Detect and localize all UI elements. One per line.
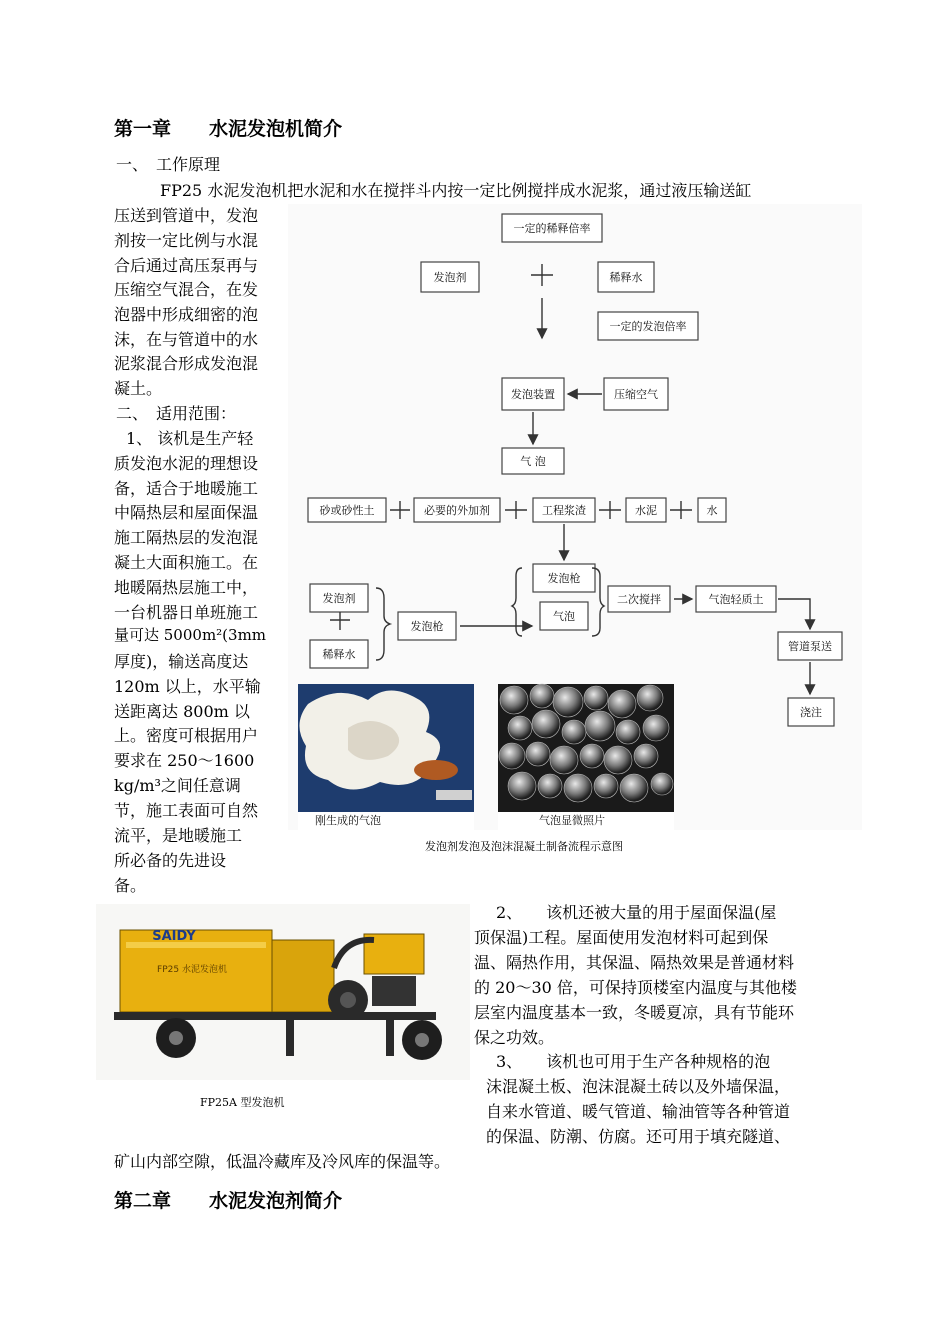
section-1-line: 泡器中形成细密的泡 [114, 305, 259, 324]
item-2-line: 温、隔热作用，其保温、隔热效果是普通材料 [474, 953, 795, 972]
item-3-line: 自来水管道、暖气管道、输油管等各种管道 [486, 1102, 791, 1121]
box-pipe-pumping: 管道泵送 [788, 640, 832, 653]
box-pouring: 浇注 [800, 706, 822, 719]
item-2-line: 2、 该机还被大量的用于屋面保温(屋 [496, 903, 777, 922]
section-1-heading: 一、 工作原理 [116, 155, 221, 174]
fresh-bubbles-photo [298, 684, 474, 830]
micro-photo [498, 684, 674, 830]
box-secondary-mix: 二次搅拌 [617, 593, 661, 606]
item-1-line: 节，施工表面可自然 [114, 801, 259, 820]
item-1-line: 中隔热层和屋面保温 [114, 503, 259, 522]
diagram-caption: 发泡剂发泡及泡沫混凝土制备流程示意图 [425, 840, 623, 853]
box-foam-gun: 发泡枪 [410, 620, 444, 633]
item-1-line: 厚度)，输送高度达 [114, 652, 249, 671]
fresh-bubbles-label: 刚生成的气泡 [315, 814, 381, 827]
box-foaming-ratio: 一定的发泡倍率 [609, 320, 687, 333]
box-compressed-air: 压缩空气 [614, 388, 658, 401]
item-1-line: kg/m³之间任意调 [114, 776, 241, 795]
item-3-line: 的保温、防潮、仿腐。还可用于填充隧道、 [486, 1127, 791, 1146]
item-2-line: 顶保温)工程。屋面使用发泡材料可起到保 [474, 928, 769, 947]
machine-photo [96, 904, 470, 1080]
box-cement: 水泥 [635, 504, 657, 517]
machine-brand: SAIDY [152, 929, 196, 944]
item-3-line: 沫混凝土板、泡沫混凝土砖以及外墙保温， [486, 1077, 791, 1096]
item-1-line: 流平，是地暖施工 [114, 826, 243, 845]
box-foaming-agent: 发泡剂 [433, 271, 467, 284]
item-2-line: 保之功效。 [474, 1028, 555, 1047]
section-1-line: 压送到管道中，发泡 [114, 206, 259, 225]
item-1-line: 120m 以上，水平输 [114, 677, 261, 696]
box-diluting-water-2: 稀释水 [322, 648, 356, 661]
item-1-line: 上。密度可根据用户 [114, 726, 259, 745]
item-1-line: 要求在 250～1600 [114, 751, 255, 770]
section-1-line: 凝土。 [114, 379, 163, 398]
section-1-line: 沫，在与管道中的水 [114, 330, 259, 349]
box-bubble-2: 气泡 [553, 610, 575, 623]
box-admixture: 必要的外加剂 [424, 504, 490, 517]
section-1-line: 合后通过高压泵再与 [114, 256, 259, 275]
box-foaming-agent-2: 发泡剂 [322, 592, 356, 605]
box-bubbles: 气 泡 [520, 455, 546, 468]
item-1-line: 送距离达 800m 以 [114, 702, 250, 721]
section-2-heading: 二、 适用范围： [116, 404, 237, 423]
item-1-line: 地暖隔热层施工中， [114, 578, 259, 597]
box-foaming-device: 发泡装置 [511, 388, 555, 401]
box-foam-gun-top: 发泡枪 [547, 572, 581, 585]
box-dilution-ratio: 一定的稀释倍率 [513, 222, 591, 235]
item-1-line: 凝土大面积施工。在 [114, 553, 259, 572]
chapter-1-title: 第一章 水泥发泡机简介 [114, 118, 343, 140]
item-1-line: 量可达 5000m²(3mm [114, 626, 267, 644]
section-1-line: FP25 水泥发泡机把水泥和水在搅拌斗内按一定比例搅拌成水泥浆，通过液压输送缸 [160, 181, 752, 200]
item-2-line: 层室内温度基本一致，冬暖夏凉，具有节能环 [474, 1003, 795, 1022]
section-1-line: 剂按一定比例与水混 [114, 231, 259, 250]
item-1-line: 所必备的先进设 [114, 851, 227, 870]
item-1-line: 施工隔热层的发泡混 [114, 528, 259, 547]
item-1-line: 备，适合于地暖施工 [114, 479, 259, 498]
box-sand: 砂或砂性土 [319, 504, 375, 517]
item-3-line: 矿山内部空隙，低温冷藏库及冷风库的保温等。 [114, 1152, 451, 1171]
item-1-line: 1、 该机是生产轻 [126, 429, 254, 448]
item-1-line: 备。 [114, 876, 147, 895]
box-diluting-water: 稀释水 [609, 271, 643, 284]
item-1-line: 质发泡水泥的理想设 [114, 454, 259, 473]
item-3-line: 3、 该机也可用于生产各种规格的泡 [496, 1052, 771, 1071]
machine-caption: FP25A 型发泡机 [200, 1096, 285, 1109]
item-1-line: 一台机器日单班施工 [114, 603, 259, 622]
chapter-2-title: 第二章 水泥发泡剂简介 [114, 1190, 343, 1212]
flow-diagram [288, 204, 862, 830]
section-1-line: 压缩空气混合，在发 [114, 280, 259, 299]
item-2-line: 的 20～30 倍，可保持顶楼室内温度与其他楼 [474, 978, 797, 997]
box-cement-slurry: 工程浆渣 [542, 504, 586, 517]
machine-plate: FP25 水泥发泡机 [157, 965, 227, 975]
box-lightweight-soil: 气泡轻质土 [708, 593, 764, 606]
box-water: 水 [706, 504, 718, 517]
section-1-line: 泥浆混合形成发泡混 [114, 354, 259, 373]
micro-photo-label: 气泡显微照片 [539, 814, 605, 827]
